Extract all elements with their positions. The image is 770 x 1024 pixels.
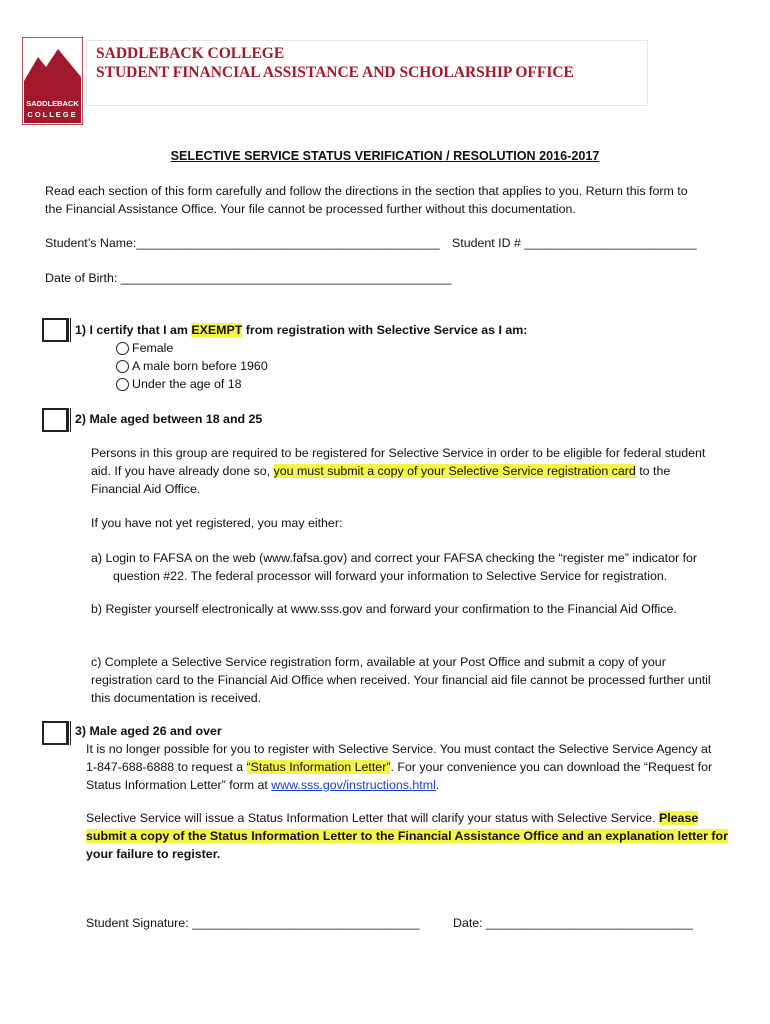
section1-checkbox[interactable] bbox=[42, 318, 68, 342]
intro-text bbox=[45, 182, 688, 218]
option-female[interactable]: Female bbox=[116, 339, 268, 357]
radio-born-before-1960[interactable] bbox=[116, 360, 129, 373]
section3-paragraph-1: It is no longer possible for you to register with Selective Service. You must contact the Selective Service Agency at 1-847-688-6888 to request a “Status Information Letter”. For your convenience you can download the “Request for Status Information Letter” form at www.sss.gov/instructions.html. bbox=[86, 742, 713, 792]
option-b: b) Register yourself electronically at www.sss.gov and forward your confirmation to the Financial Aid Office. bbox=[91, 602, 677, 616]
section2-heading: 2) Male aged between 18 and 25 bbox=[75, 412, 263, 426]
section3-paragraph-2: Selective Service will issue a Status Information Letter that will clarify your status with Selective Service. Please submit a copy of the Status Information Letter to the Financial Assistance Office and an explanation letter for your failure to register. bbox=[86, 811, 728, 861]
section2-paragraph-1: Persons in this group are required to be registered for Selective Service in order to be eligible for federal student aid. If you have already done so, you must submit a copy of your Selective Service registration card to the Financial Aid Office. bbox=[91, 446, 706, 496]
college-logo bbox=[22, 37, 83, 125]
section1-heading: 1) I certify that I am EXEMPT from registration with Selective Service as I am: bbox=[75, 323, 528, 337]
student-id-field[interactable]: Student ID # _________________________ bbox=[452, 236, 697, 250]
section3-checkbox-edge bbox=[68, 721, 71, 745]
status-letter-highlight: “Status Information Letter” bbox=[246, 760, 391, 774]
form-title: SELECTIVE SERVICE STATUS VERIFICATION / RESOLUTION 2016-2017 bbox=[170, 149, 600, 163]
intro-line-2: the Financial Assistance Office. Your file cannot be processed further without this documentation. bbox=[45, 202, 576, 216]
section3-checkbox[interactable] bbox=[42, 721, 68, 745]
section1-checkbox-edge bbox=[68, 318, 71, 342]
sss-instructions-link[interactable]: www.sss.gov/instructions.html bbox=[271, 778, 436, 792]
intro-line-1: Read each section of this form carefully and follow the directions in the section that applies to you. Return this form to bbox=[45, 184, 688, 198]
date-field[interactable]: Date: ______________________________ bbox=[453, 916, 693, 930]
option-c: c) Complete a Selective Service registration form, available at your Post Office and submit a copy of your registration card to the Financial Aid Office when received. Your financial aid file cannot be processed further until this documentation is received. bbox=[91, 655, 711, 705]
please-highlight: Please bbox=[658, 811, 699, 825]
section1-options bbox=[116, 339, 268, 393]
student-signature-field[interactable]: Student Signature: _________________________________ bbox=[86, 916, 420, 930]
option-under-18[interactable]: Under the age of 18 bbox=[116, 375, 268, 393]
dob-field[interactable]: Date of Birth: ________________________________________________ bbox=[45, 271, 452, 285]
section2-checkbox[interactable] bbox=[42, 408, 68, 432]
section3-heading: 3) Male aged 26 and over bbox=[75, 724, 222, 738]
logo-text-bottom: COLLEGE bbox=[27, 110, 78, 119]
registration-card-highlight: you must submit a copy of your Selective Service registration card bbox=[273, 464, 636, 478]
radio-under-18[interactable] bbox=[116, 378, 129, 391]
exempt-highlight: EXEMPT bbox=[191, 323, 243, 337]
option-born-before-1960[interactable]: A male born before 1960 bbox=[116, 357, 268, 375]
office-name: STUDENT FINANCIAL ASSISTANCE AND SCHOLARSHIP OFFICE bbox=[96, 64, 574, 81]
student-name-field[interactable]: Student’s Name:____________________________________________ bbox=[45, 236, 440, 250]
submit-copy-highlight: submit a copy of the Status Information Letter to the Financial Assistance Office and an explanation letter for bbox=[86, 829, 728, 843]
college-name: SADDLEBACK COLLEGE bbox=[96, 45, 285, 62]
radio-female[interactable] bbox=[116, 342, 129, 355]
option-a: a) Login to FAFSA on the web (www.fafsa.gov) and correct your FAFSA checking the “register me” indicator for question #22. The federal processor will forward your information to Selective Service for registration. bbox=[91, 551, 698, 583]
section2-checkbox-edge bbox=[68, 408, 71, 432]
section2-paragraph-2: If you have not yet registered, you may either: bbox=[91, 516, 343, 530]
logo-text-top: SADDLEBACK bbox=[26, 99, 79, 108]
